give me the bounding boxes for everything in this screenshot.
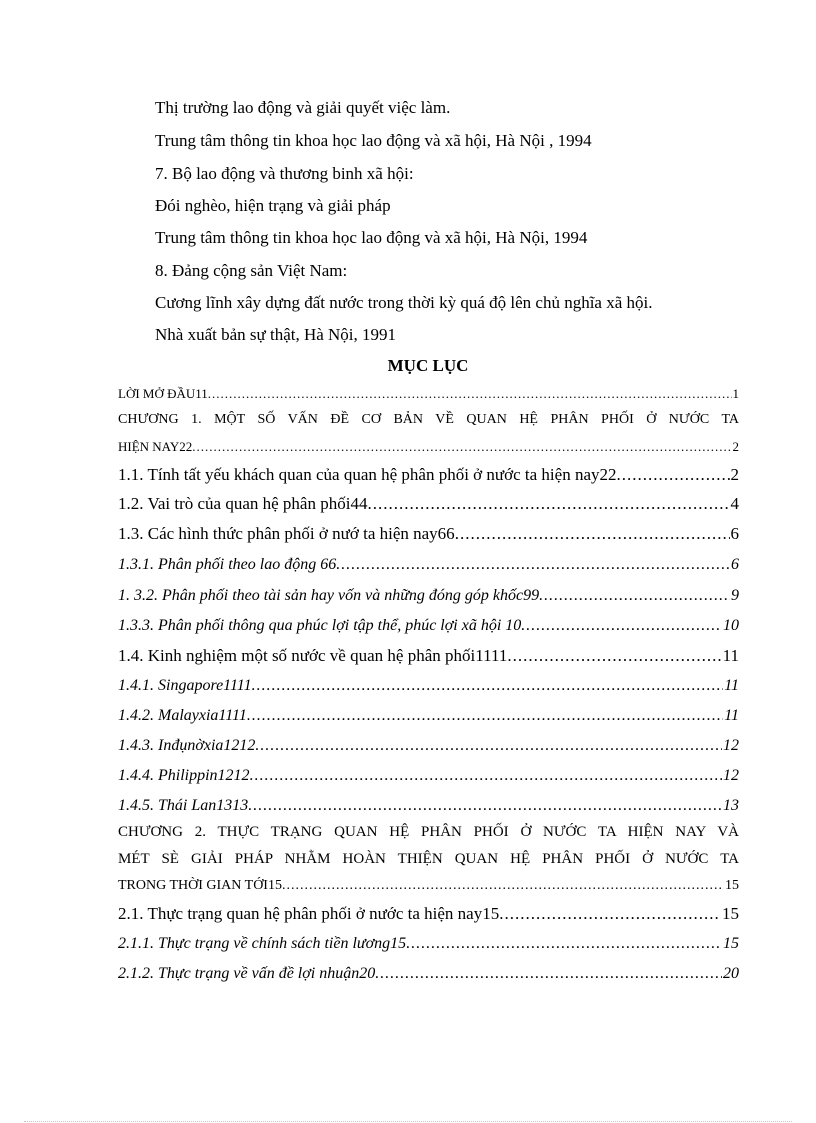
toc-leader bbox=[252, 676, 724, 696]
reference-line: Nhà xuất bản sự thật, Hà Nội, 1991 bbox=[155, 325, 397, 344]
toc-entry-title-line: CHƯƠNG 2. THỰC TRẠNG QUAN HỆ PHÂN PHỐI Ở NƯỚC TA HIỆN NAY VÀ bbox=[118, 824, 739, 840]
toc-leader bbox=[247, 706, 723, 726]
toc-entry-page: 9 bbox=[731, 587, 739, 604]
toc-entry-page: 6 bbox=[731, 556, 739, 573]
toc-entry-title: TRONG THỜI GIAN TỚI15 bbox=[118, 878, 282, 893]
toc-entry[interactable] bbox=[118, 437, 739, 457]
toc-entry-title: LỜI MỞ ĐẦU11 bbox=[118, 386, 208, 401]
toc-entry[interactable] bbox=[118, 706, 739, 726]
toc-entry[interactable] bbox=[118, 934, 739, 954]
toc-entry-title: 2.1.2. Thực trạng về vấn đề lợi nhuận20 bbox=[118, 965, 376, 982]
toc-entry-title: 1.1. Tính tất yếu khách quan của quan hệ phân phối ở nước ta hiện nay22 bbox=[118, 465, 617, 484]
toc-entry-page: 11 bbox=[724, 707, 739, 724]
toc-leader bbox=[192, 437, 731, 457]
toc-entry-page: 4 bbox=[730, 494, 739, 513]
toc-entry-title: 1.2. Vai trò của quan hệ phân phối44 bbox=[118, 494, 368, 513]
toc-entry-title: 1.3.3. Phân phối thông qua phúc lợi tập thể, phúc lợi xã hội 10 bbox=[118, 617, 522, 634]
toc-entry[interactable] bbox=[118, 616, 739, 636]
toc-leader bbox=[248, 796, 722, 816]
toc-entry-page: 12 bbox=[723, 767, 739, 784]
toc-leader bbox=[336, 555, 730, 575]
toc-leader bbox=[208, 384, 732, 404]
toc-leader bbox=[455, 524, 730, 544]
reference-line: 8. Đảng cộng sản Việt Nam: bbox=[155, 261, 348, 280]
toc-entry[interactable] bbox=[118, 766, 739, 786]
toc-entry-page: 13 bbox=[723, 797, 739, 814]
toc-leader bbox=[255, 736, 722, 756]
page-bottom-rule bbox=[24, 1121, 792, 1122]
toc-leader bbox=[367, 494, 729, 514]
toc-entry-title: 1.4.3. Inđụnờxia1212 bbox=[118, 737, 256, 754]
toc-entry[interactable] bbox=[118, 384, 739, 404]
toc-leader bbox=[539, 586, 730, 606]
reference-line: Trung tâm thông tin khoa học lao động và xã hội, Hà Nội , 1994 bbox=[155, 131, 592, 150]
toc-entry[interactable] bbox=[118, 555, 739, 575]
toc-leader bbox=[617, 465, 730, 485]
reference-line: Cương lĩnh xây dựng đất nước trong thời kỳ quá độ lên chủ nghĩa xã hội. bbox=[155, 293, 653, 312]
toc-entry-title: 1.4.2. Malayxia1111 bbox=[118, 707, 247, 724]
toc-entry[interactable] bbox=[118, 465, 739, 485]
toc-entry-title: 1.3. Các hình thức phân phối ở nướ ta hiện nay66 bbox=[118, 524, 455, 543]
toc-entry-title: 1.4. Kinh nghiệm một số nước về quan hệ phân phối1111 bbox=[118, 646, 508, 665]
toc-title: MỤC LỤC bbox=[387, 356, 469, 375]
reference-line: Đói nghèo, hiện trạng và giải pháp bbox=[155, 196, 391, 215]
toc-entry[interactable] bbox=[118, 676, 739, 696]
toc-entry[interactable] bbox=[118, 646, 739, 666]
toc-leader bbox=[250, 766, 722, 786]
toc-entry-title: 1.4.1. Singapore1111 bbox=[118, 677, 252, 694]
toc-entry-page: 12 bbox=[723, 737, 739, 754]
toc-leader bbox=[521, 616, 722, 636]
toc-entry-page: 2 bbox=[732, 439, 739, 454]
toc-entry-page: 10 bbox=[723, 617, 739, 634]
toc-entry-page: 15 bbox=[723, 935, 739, 952]
reference-line: Thị trường lao động và giải quyết việc làm. bbox=[155, 98, 451, 117]
toc-leader bbox=[507, 646, 721, 666]
toc-entry-page: 6 bbox=[730, 524, 739, 543]
toc-leader bbox=[499, 904, 721, 924]
toc-entry[interactable] bbox=[118, 524, 739, 544]
toc-entry[interactable] bbox=[118, 796, 739, 816]
toc-entry[interactable] bbox=[118, 494, 739, 514]
toc-entry[interactable] bbox=[118, 876, 739, 896]
toc-entry-title-line: CHƯƠNG 1. MỘT SỐ VẤN ĐỀ CƠ BẢN VỀ QUAN HỆ PHÂN PHỐI Ở NƯỚC TA bbox=[118, 412, 739, 427]
toc-entry-page: 15 bbox=[725, 878, 739, 893]
toc-entry[interactable] bbox=[118, 904, 739, 924]
toc-leader bbox=[406, 934, 722, 954]
toc-entry-title-line: MÉT SÈ GIẢI PHÁP NHẰM HOÀN THIỆN QUAN HỆ PHÂN PHỐI Ở NƯỚC TA bbox=[118, 851, 739, 867]
toc-entry[interactable] bbox=[118, 586, 739, 606]
toc-entry-title: 1.4.5. Thái Lan1313 bbox=[118, 797, 249, 814]
toc-entry[interactable] bbox=[118, 964, 739, 984]
toc-entry-title: 1. 3.2. Phân phối theo tài sản hay vốn và những đóng góp khốc99 bbox=[118, 587, 540, 604]
toc-entry[interactable] bbox=[118, 736, 739, 756]
toc-entry-title: 2.1.1. Thực trạng về chính sách tiền lương15 bbox=[118, 935, 407, 952]
toc-entry-page: 20 bbox=[723, 965, 739, 982]
toc-entry-title: 2.1. Thực trạng quan hệ phân phối ở nước ta hiện nay15 bbox=[118, 904, 500, 923]
toc-entry-page: 11 bbox=[722, 646, 739, 665]
toc-entry-page: 1 bbox=[732, 386, 739, 401]
reference-line: Trung tâm thông tin khoa học lao động và xã hội, Hà Nội, 1994 bbox=[155, 228, 588, 247]
toc-entry-title: HIỆN NAY22 bbox=[118, 439, 193, 454]
toc-entry-page: 15 bbox=[722, 904, 739, 923]
toc-entry-page: 2 bbox=[730, 465, 739, 484]
toc-leader bbox=[375, 964, 722, 984]
toc-entry-title: 1.3.1. Phân phối theo lao động 66 bbox=[118, 556, 337, 573]
reference-line: 7. Bộ lao động và thương binh xã hội: bbox=[155, 164, 414, 183]
toc-entry-title: 1.4.4. Philippin1212 bbox=[118, 767, 250, 784]
toc-entry-page: 11 bbox=[724, 677, 739, 694]
toc-leader bbox=[282, 876, 724, 896]
